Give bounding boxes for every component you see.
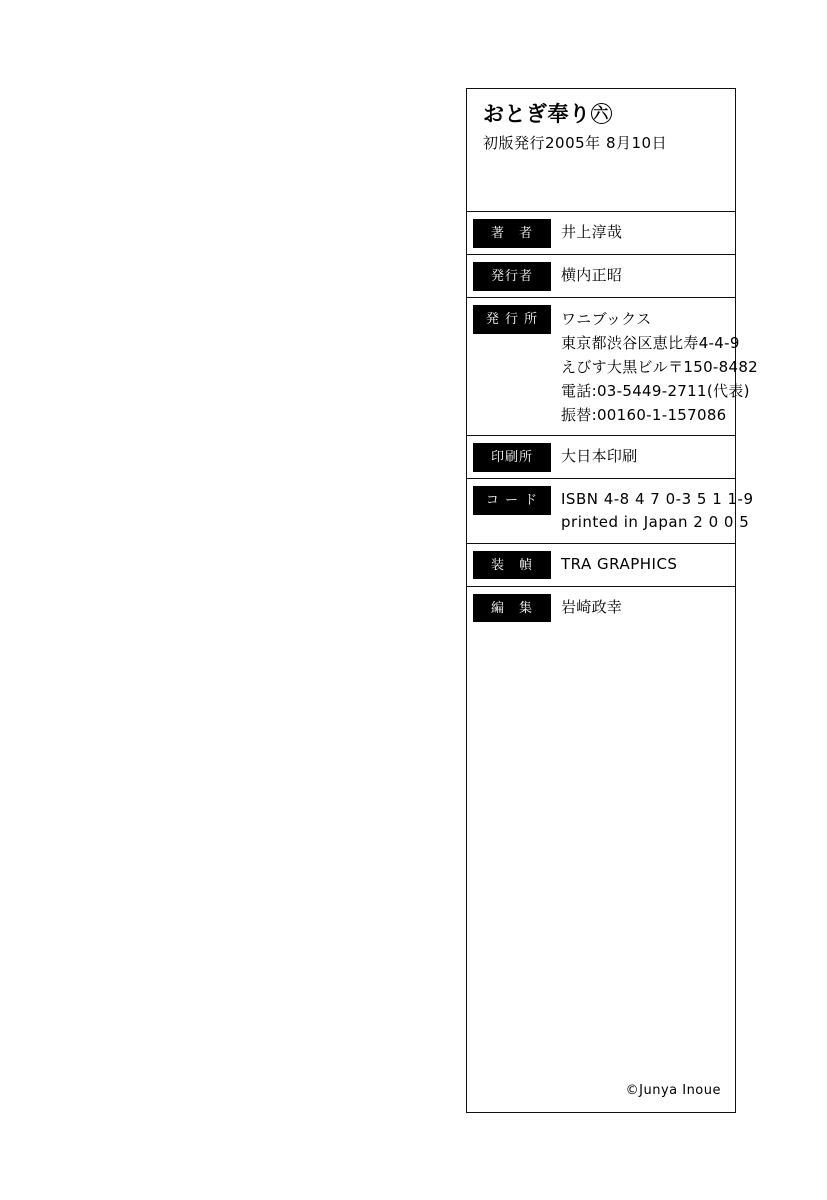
book-title — [483, 103, 721, 126]
design-studio: TRA GRAPHICS — [561, 554, 678, 573]
copyright-notice: ©Junya Inoue — [625, 1083, 721, 1098]
row-value-editor — [551, 587, 735, 627]
row-label-printer: 印刷所 — [473, 443, 551, 472]
row-publisher-person — [467, 254, 735, 297]
book-title-text: おとぎ奉り — [483, 102, 591, 126]
publisher-furikae: 振替:00160-1-157086 — [561, 406, 727, 425]
printed-in-japan: printed in Japan 2 0 0 5 — [561, 513, 750, 532]
publisher-address-2: えびす大黒ビル〒150-8482 — [561, 358, 759, 377]
publisher-phone: 電話:03-5449-2711(代表) — [561, 382, 750, 401]
row-label-editor: 編 集 — [473, 594, 551, 623]
row-value-author — [551, 212, 735, 252]
publisher-person-name: 横内正昭 — [561, 266, 623, 285]
row-label-code: コ ー ド — [473, 486, 551, 515]
colophon-inner — [467, 89, 759, 1112]
row-publisher-company — [467, 297, 759, 435]
row-printer — [467, 435, 735, 478]
row-author — [467, 211, 735, 254]
book-volume-badge: 六 — [591, 103, 612, 124]
author-name: 井上淳哉 — [561, 223, 623, 242]
colophon-panel — [466, 88, 759, 1113]
printer-name: 大日本印刷 — [561, 447, 638, 466]
row-value-code — [551, 479, 760, 543]
title-block — [467, 89, 735, 163]
row-editor — [467, 586, 735, 629]
row-value-design — [551, 544, 735, 584]
row-value-publisher-person — [551, 255, 735, 295]
isbn-code: ISBN 4-8 4 7 0-3 5 1 1-9 — [561, 490, 754, 509]
publisher-address-1: 東京都渋谷区恵比寿4-4-9 — [561, 334, 740, 353]
title-spacer — [467, 163, 735, 211]
row-code — [467, 478, 754, 543]
publication-date: 初版発行2005年 8月10日 — [483, 134, 668, 153]
editor-name: 岩崎政幸 — [561, 597, 623, 616]
row-label-design: 装 幀 — [473, 551, 551, 580]
row-value-printer — [551, 436, 735, 476]
row-value-publisher-company — [551, 298, 764, 435]
publisher-name: ワニブックス — [561, 310, 652, 329]
row-design — [467, 543, 735, 586]
row-label-publisher-company: 発 行 所 — [473, 305, 551, 334]
row-label-author: 著 者 — [473, 219, 551, 248]
row-label-publisher-person: 発行者 — [473, 262, 551, 291]
